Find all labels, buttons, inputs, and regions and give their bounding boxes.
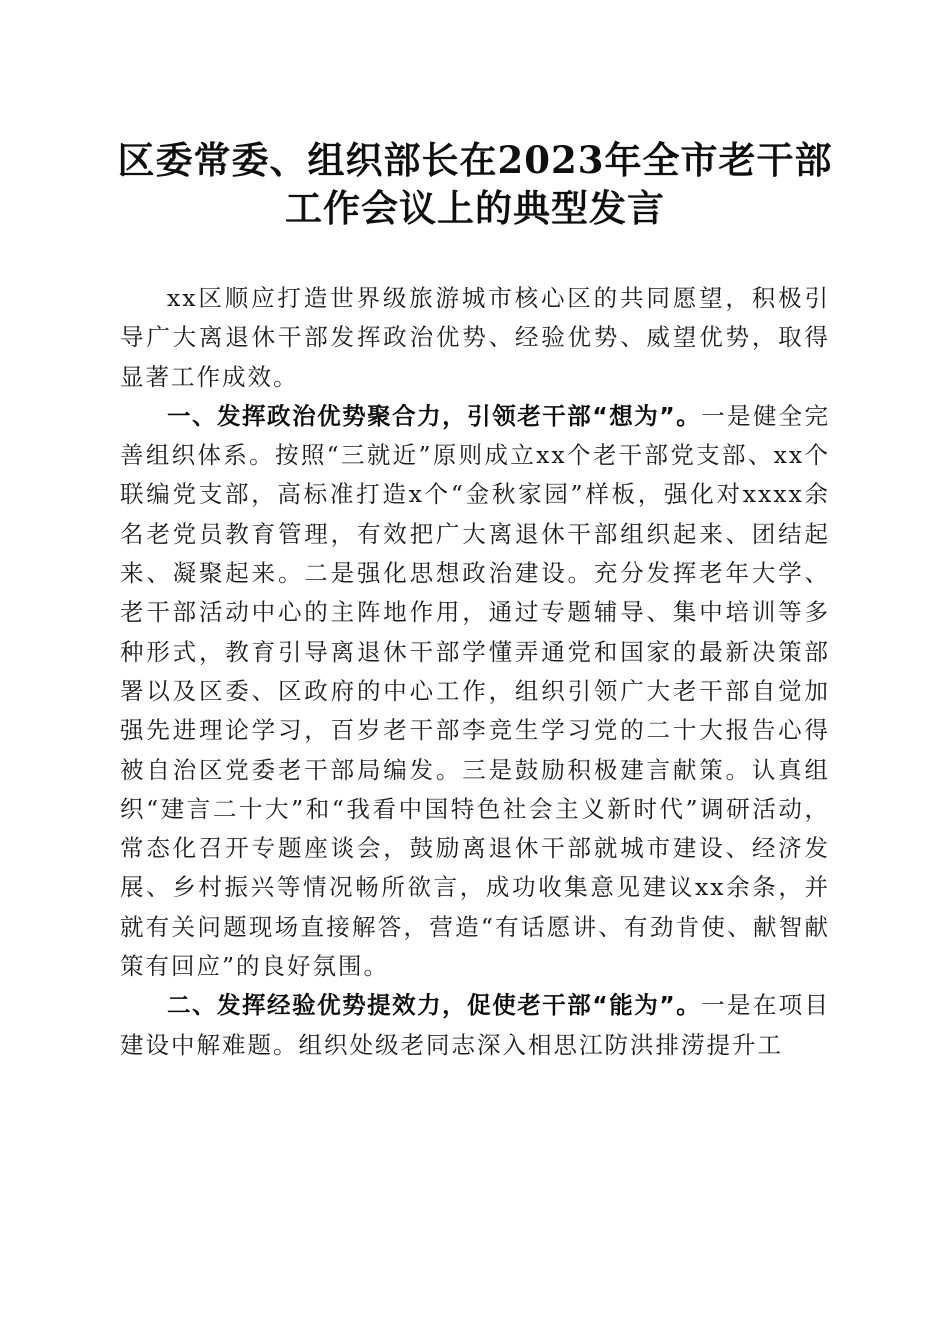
section-paragraph-1 <box>120 397 830 986</box>
section-heading-2: 二、发挥经验优势提效力，促使老干部“能为”。 <box>167 991 702 1020</box>
section-paragraph-2 <box>120 986 830 1065</box>
section-body-1: 一是健全完善组织体系。按照“三就近”原则成立xx个老干部党支部、xx个联编党支部，高标准打造x个“金秋家园”样板，强化对xxxx余名老党员教育管理，有效把广大离退休干部组织起来、团结起来、凝聚起来。二是强化思想政治建设。充分发挥老年大学、老干部活动中心的主阵地作用，通过专题辅导、集中培训等多种形式，教育引导离退休干部学懂弄通党和国家的最新决策部署以及区委、区政府的中心工作，组织引领广大老干部自觉加强先进理论学习，百岁老干部李竞生学习党的二十大报告心得被自治区党委老干部局编发。三是鼓励积极建言献策。认真组织“建言二十大”和“我看中国特色社会主义新时代”调研活动，常态化召开专题座谈会，鼓励离退休干部就城市建设、经济发展、乡村振兴等情况畅所欲言，成功收集意见建议xx余条，并就有关问题现场直接解答，营造“有话愿讲、有劲肯使、献智献策有回应”的良好氛围。 <box>120 401 830 981</box>
section-heading-1: 一、发挥政治优势聚合力，引领老干部“想为”。 <box>167 401 702 430</box>
document-body <box>120 279 830 1065</box>
document-title: 区委常委、组织部长在2023年全市老干部工作会议上的典型发言 <box>117 138 833 230</box>
intro-paragraph: xx区顺应打造世界级旅游城市核心区的共同愿望，积极引导广大离退休干部发挥政治优势、经验优势、威望优势，取得显著工作成效。 <box>120 284 830 391</box>
section-body-2: 一是在项目建设中解难题。组织处级老同志深入相思江防洪排涝提升工 <box>120 991 830 1059</box>
